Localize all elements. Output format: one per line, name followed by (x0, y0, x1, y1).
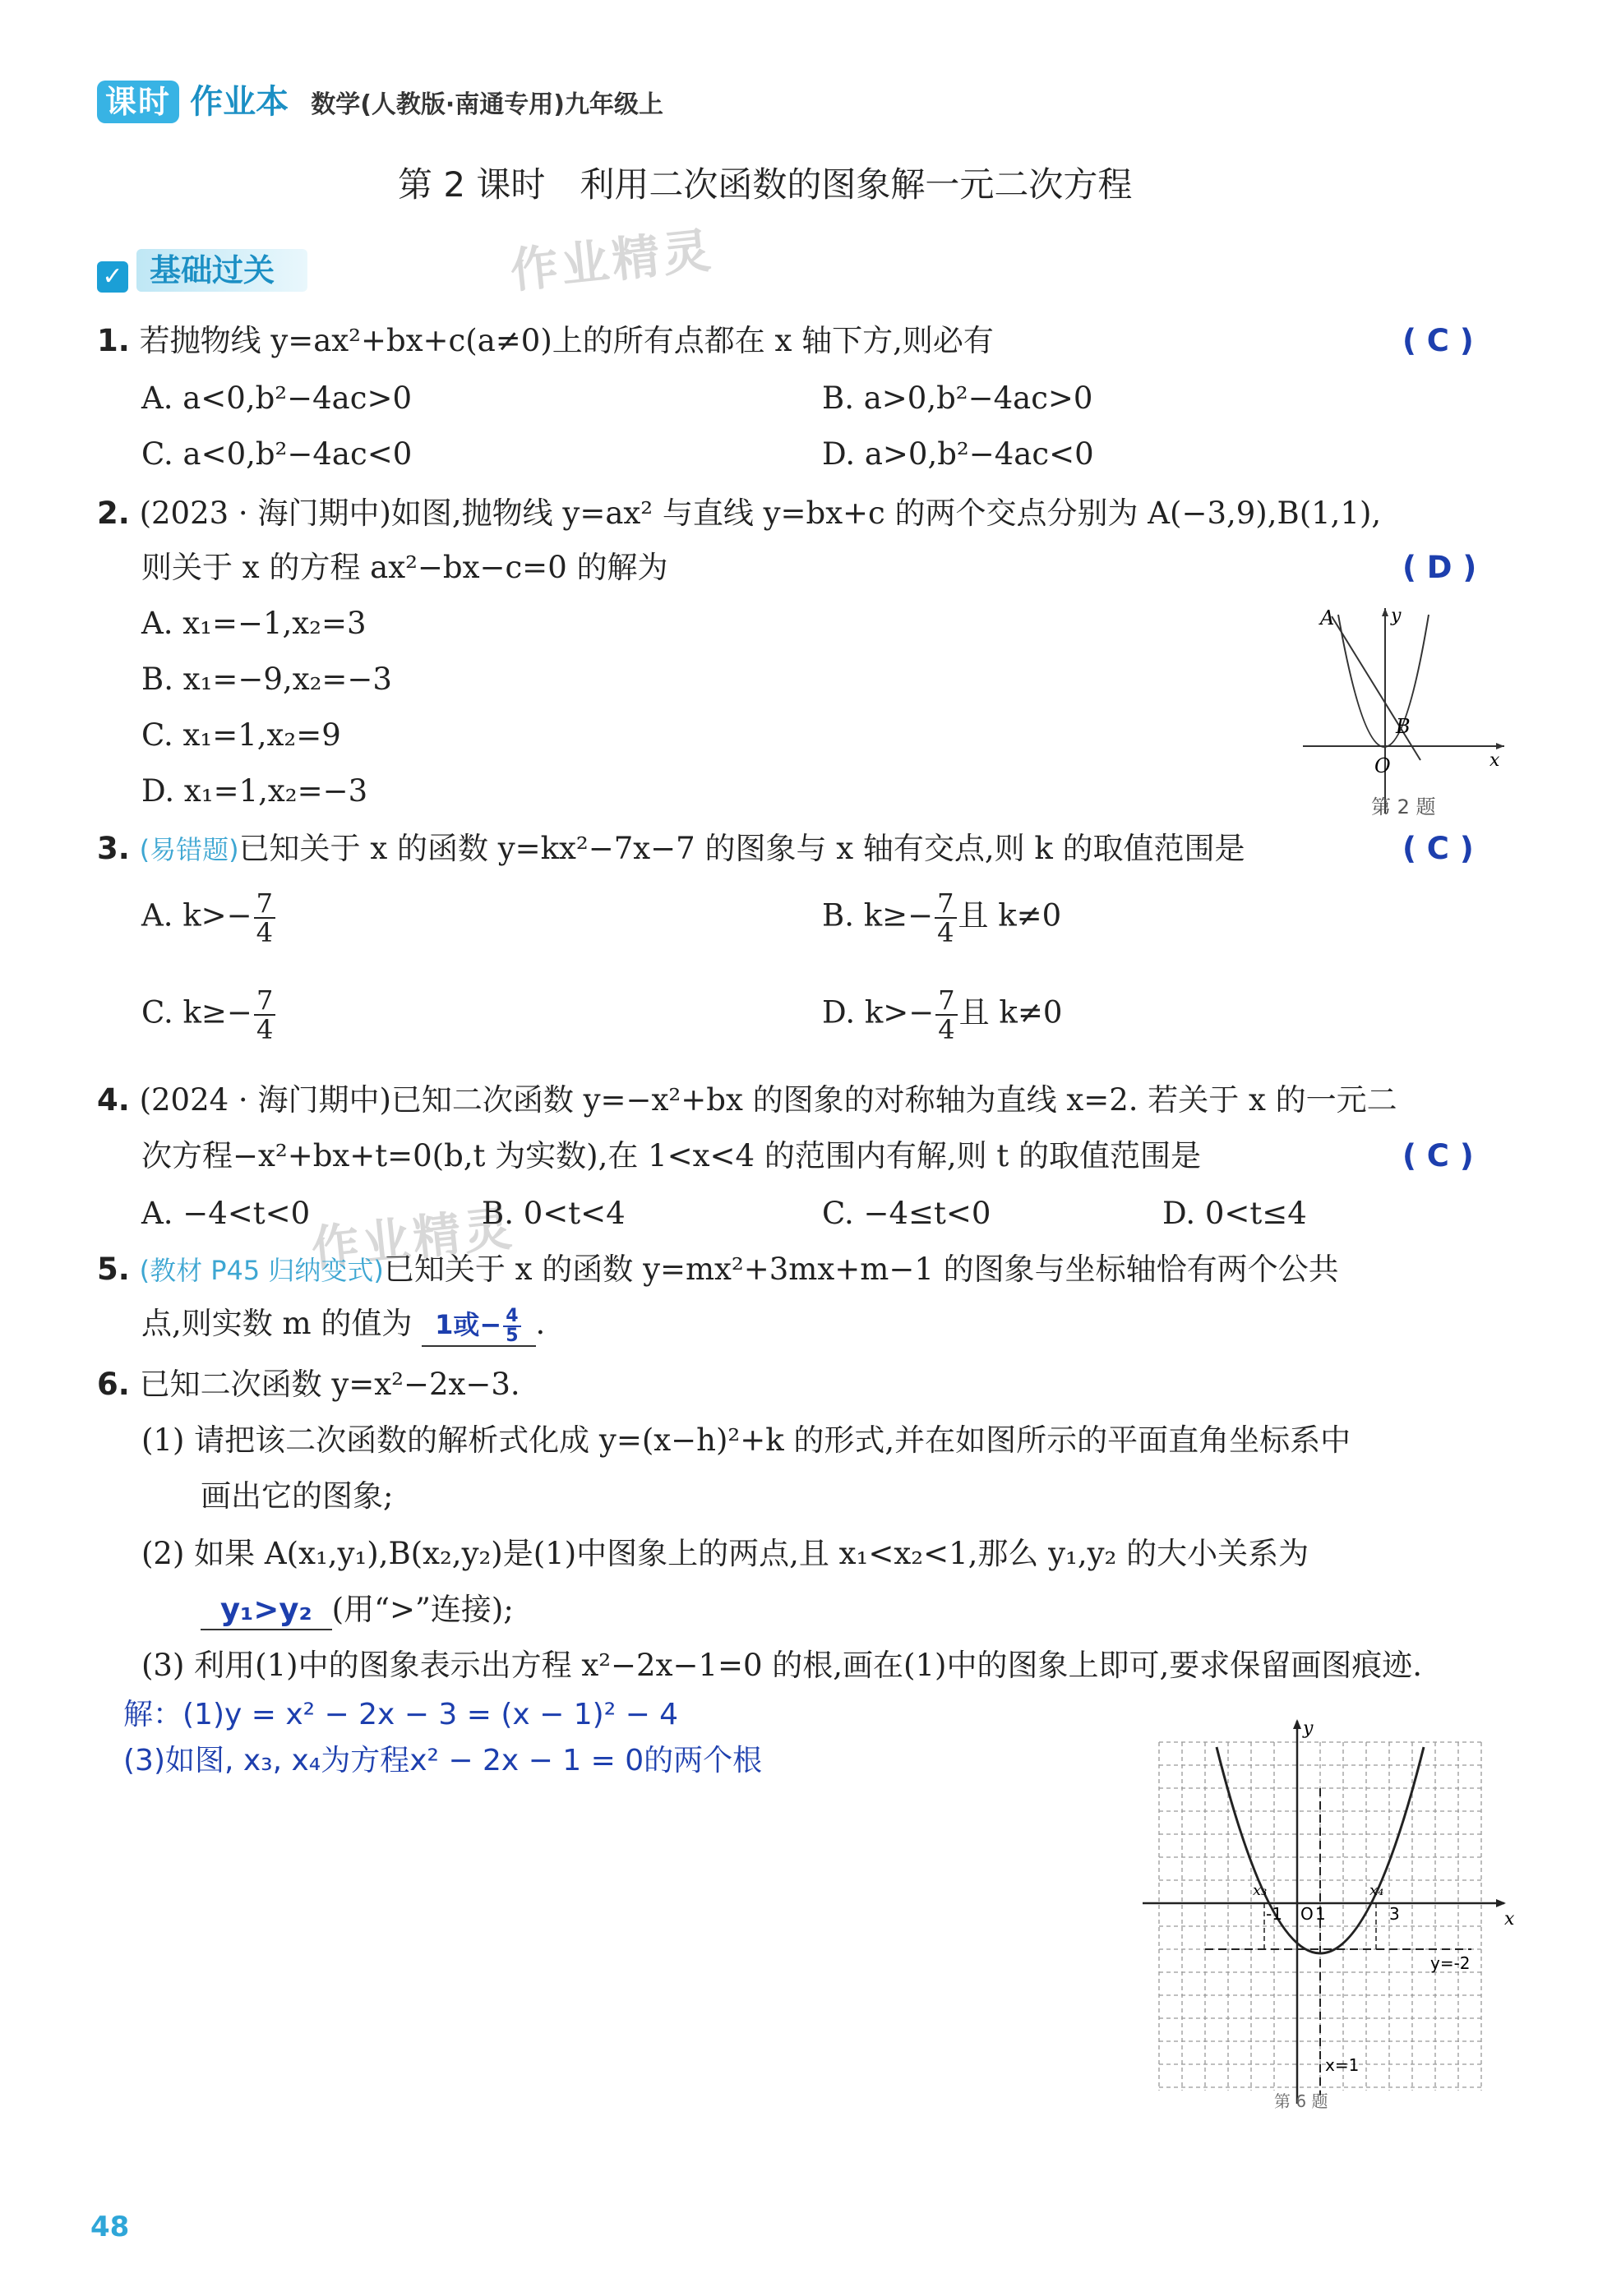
q3-option-d: D. k>− $\frac{7}{4}$ 且 k≠0 (822, 984, 1063, 1045)
header-subject: 数学(人教版·南通专用)九年级上 (311, 90, 664, 119)
header-logo: 课时 (97, 81, 179, 123)
q1-stem: 1. 若抛物线 y=ax²+bx+c(a≠0)上的所有点都在 x 轴下方,则必有 (97, 323, 994, 358)
q4-option-a: A. −4<t<0 (141, 1196, 311, 1231)
q5-stem-2: 点,则实数 m 的值为 1或− $\frac{4}{5}$ . (141, 1306, 546, 1346)
watermark-mid: 作业精灵 (308, 1200, 518, 1277)
q5-stem-1: 5. (教材 P45 归纳变式)已知关于 x 的函数 y=mx²+3mx+m−1 的图象与坐标轴恰有两个公共 (97, 1252, 1339, 1287)
q4-option-d: D. 0<t≤4 (1162, 1196, 1307, 1231)
q6-solution-3: (3)如图, x₃, x₄为方程x² − 2x − 1 = 0的两个根 (123, 1744, 763, 1777)
q6-stem: 6. 已知二次函数 y=x²−2x−3. (97, 1367, 520, 1402)
page-number: 48 (90, 2211, 130, 2243)
q6-x-arrow-icon (1496, 1899, 1506, 1907)
q3-option-c: C. k≥− $\frac{7}{4}$ (141, 986, 277, 1044)
q2-x-arrow-icon (1496, 743, 1504, 749)
q3-option-a: A. k>− $\frac{7}{4}$ (141, 889, 277, 947)
q4-stem-1: 4. (2024 · 海门期中)已知二次函数 y=−x²+bx 的图象的对称轴为直线 x=2. 若关于 x 的一元二 (97, 1082, 1397, 1118)
q2-stem-2: 则关于 x 的方程 ax²−bx−c=0 的解为 (141, 550, 668, 585)
header-series: 作业本 (190, 83, 289, 121)
q6-part2-line2: y₁>y₂ (用“>”连接); (201, 1591, 514, 1630)
q2-label-a: A (1320, 606, 1335, 629)
q2-label-b: B (1396, 715, 1411, 738)
q2-parabola (1338, 615, 1429, 747)
q6-label-x3: x₃ (1253, 1882, 1268, 1899)
q2-option-d: D. x₁=1,x₂=−3 (141, 773, 368, 809)
q6-caption: 第 6 题 (1274, 2091, 1328, 2111)
q6-part3: (3) 利用(1)中的图象表示出方程 x²−2x−1=0 的根,画在(1)中的图象上即可,要求保留画图痕迹. (141, 1648, 1422, 1683)
check-icon: ✓ (97, 261, 128, 293)
q2-answer: ( D ) (1402, 550, 1477, 585)
q6-label-y-neg2: y=-2 (1430, 1953, 1471, 1973)
q2-line (1332, 616, 1420, 760)
q6-part2-answer: y₁>y₂ (201, 1591, 332, 1630)
q6-label-x4: x₄ (1369, 1882, 1384, 1899)
q2-label-x: x (1489, 750, 1500, 771)
section-badge (97, 245, 307, 293)
q3-a-frac: $\frac{7}{4}$ (254, 889, 275, 947)
q4-answer: ( C ) (1402, 1138, 1474, 1173)
q3-c-frac: $\frac{7}{4}$ (254, 986, 275, 1044)
q4-option-b: B. 0<t<4 (482, 1196, 626, 1231)
q1-answer: ( C ) (1402, 323, 1474, 358)
q6-label-y: y (1303, 1718, 1314, 1739)
q2-label-y: y (1391, 606, 1402, 626)
q6-label-x-1: x=1 (1325, 2055, 1360, 2075)
q6-label-x: x (1504, 1909, 1515, 1929)
q2-option-c: C. x₁=1,x₂=9 (141, 717, 341, 753)
q2-option-a: A. x₁=−1,x₂=3 (141, 606, 367, 641)
q6-label-3: 3 (1389, 1904, 1400, 1924)
q5-answer: 1或− $\frac{4}{5}$ (422, 1306, 535, 1347)
q6-figure (1134, 1709, 1521, 2112)
q3-b-frac: $\frac{7}{4}$ (935, 889, 956, 947)
q3-option-b: B. k≥− $\frac{7}{4}$ 且 k≠0 (822, 888, 1062, 948)
q4-stem-2: 次方程−x²+bx+t=0(b,t 为实数),在 1<x<4 的范围内有解,则 t 的取值范围是 (141, 1138, 1202, 1173)
q2-label-o: O (1374, 754, 1391, 777)
q6-solution-1: 解：(1)y = x² − 2x − 3 = (x − 1)² − 4 (123, 1698, 679, 1731)
q6-part2-line1: (2) 如果 A(x₁,y₁),B(x₂,y₂)是(1)中图象上的两点,且 x₁<x₂<1,那么 y₁,y₂ 的大小关系为 (141, 1536, 1309, 1571)
q6-part1-line1: (1) 请把该二次函数的解析式化成 y=(x−h)²+k 的形式,并在如图所示的平面直角坐标系中 (141, 1422, 1351, 1458)
q3-stem: 3. (易错题)已知关于 x 的函数 y=kx²−7x−7 的图象与 x 轴有交点,则 k 的取值范围是 (97, 831, 1245, 866)
q1-option-a: A. a<0,b²−4ac>0 (141, 380, 412, 416)
q6-label-1: 1 (1315, 1904, 1326, 1924)
section-badge-label: 基础过关 (136, 249, 307, 292)
q2-stem-1: 2. (2023 · 海门期中)如图,抛物线 y=ax² 与直线 y=bx+c 的两个交点分别为 A(−3,9),B(1,1), (97, 496, 1382, 531)
q2-y-arrow-icon (1382, 608, 1388, 616)
q2-figure (1299, 592, 1513, 830)
q6-part1-line2: 画出它的图象; (201, 1478, 394, 1514)
header (97, 76, 663, 122)
lesson-title: 第 2 课时 利用二次函数的图象解一元二次方程 (398, 164, 1133, 205)
q1-option-d: D. a>0,b²−4ac<0 (822, 436, 1094, 472)
q3-d-frac: $\frac{7}{4}$ (935, 986, 957, 1044)
q3-answer: ( C ) (1402, 831, 1474, 866)
q2-option-b: B. x₁=−9,x₂=−3 (141, 662, 392, 697)
q4-option-c: C. −4≤t<0 (822, 1196, 991, 1231)
q1-option-c: C. a<0,b²−4ac<0 (141, 436, 413, 472)
watermark-top: 作业精灵 (507, 222, 717, 299)
q2-caption: 第 2 题 (1371, 795, 1436, 818)
q6-y-arrow-icon (1293, 1719, 1301, 1729)
q6-label-neg1: -1 (1266, 1904, 1282, 1924)
q1-option-b: B. a>0,b²−4ac>0 (822, 380, 1093, 416)
q5-answer-frac: $\frac{4}{5}$ (503, 1307, 520, 1345)
q6-label-o: O (1300, 1904, 1314, 1924)
